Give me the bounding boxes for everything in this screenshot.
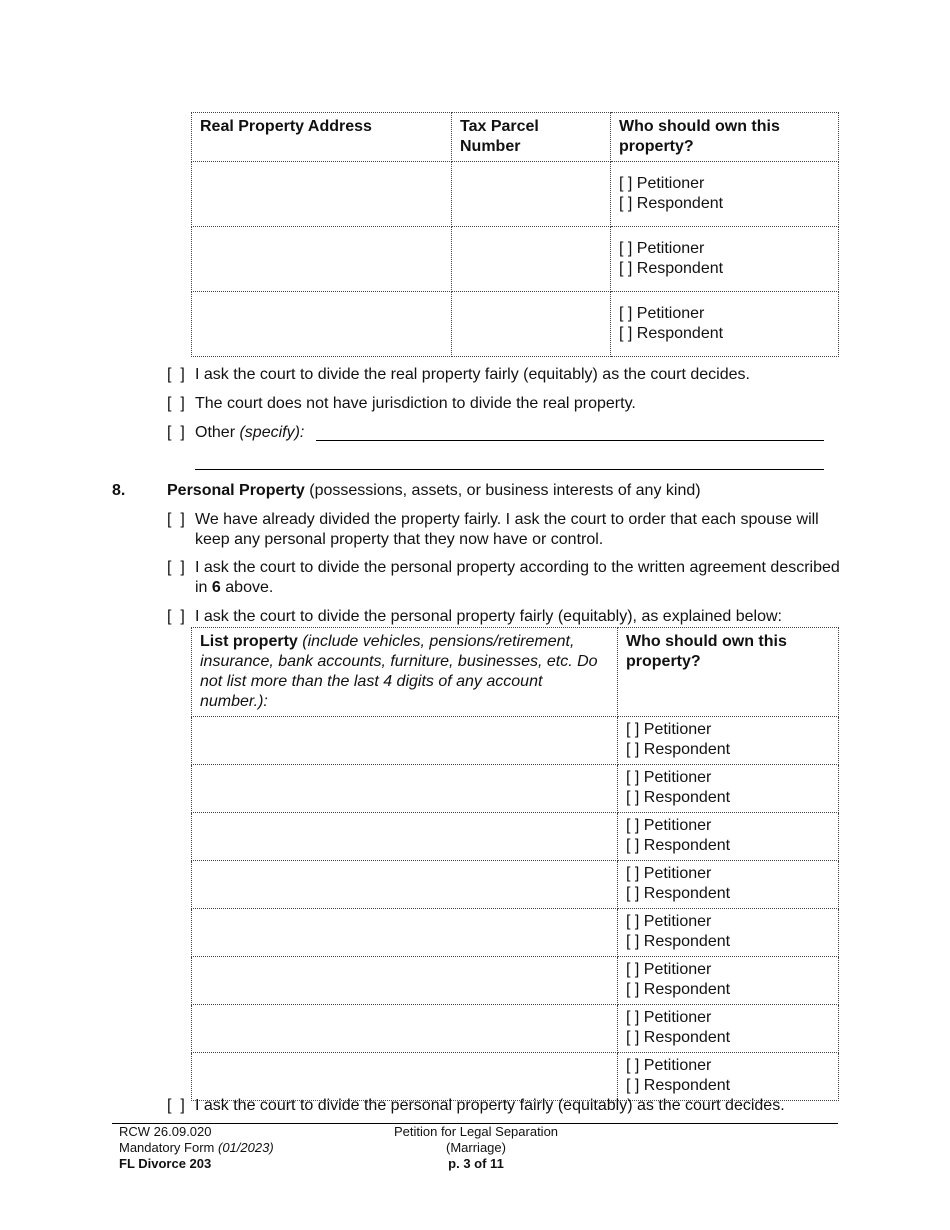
respondent-checkbox[interactable]: [ ] Respondent	[626, 1077, 731, 1094]
section-reference: 6	[211, 579, 221, 596]
option-text	[195, 558, 847, 598]
property-cell[interactable]	[192, 1005, 618, 1053]
real-property-address-cell[interactable]	[192, 162, 452, 227]
checkbox[interactable]: [ ]	[167, 559, 185, 576]
real-property-address-cell[interactable]	[192, 292, 452, 357]
checkbox[interactable]: [ ]	[167, 366, 185, 383]
checkbox[interactable]: [ ]	[167, 511, 185, 528]
option-text-part: above.	[225, 579, 274, 596]
owner-header: Who should own this property?	[611, 113, 839, 162]
respondent-checkbox[interactable]: [ ] Respondent	[626, 789, 731, 806]
other-option[interactable]	[167, 423, 304, 443]
option-text: The court does not have jurisdiction to divide the real property.	[195, 395, 636, 412]
footer-left	[119, 1124, 274, 1172]
respondent-checkbox[interactable]: [ ] Respondent	[619, 260, 724, 277]
footer-center	[376, 1124, 576, 1172]
option-text: I ask the court to divide the personal property fairly (equitably), as explained below:	[195, 608, 782, 625]
list-property-instructions: (include vehicles, pensions/retirement, insurance, bank accounts, furniture, businesses, etc. Do not list more than the last 4 digits of any account number.):	[200, 633, 598, 710]
other-label: Other	[195, 424, 236, 441]
property-cell[interactable]	[192, 861, 618, 909]
petitioner-checkbox[interactable]: [ ] Petitioner	[626, 1009, 712, 1026]
owner-cell	[618, 957, 839, 1005]
respondent-checkbox[interactable]: [ ] Respondent	[626, 837, 731, 854]
footer-mandatory-label: Mandatory Form	[119, 1140, 215, 1155]
checkbox[interactable]: [ ]	[167, 395, 185, 412]
written-agreement-option[interactable]	[167, 558, 847, 598]
real-property-address-cell[interactable]	[192, 227, 452, 292]
petitioner-checkbox[interactable]: [ ] Petitioner	[626, 913, 712, 930]
owner-cell	[618, 861, 839, 909]
no-jurisdiction-option[interactable]	[167, 394, 847, 414]
footer-title: Petition for Legal Separation	[393, 1124, 559, 1139]
other-specify-line-1[interactable]	[316, 440, 824, 441]
petitioner-checkbox[interactable]: [ ] Petitioner	[626, 769, 712, 786]
owner-cell	[618, 909, 839, 957]
respondent-checkbox[interactable]: [ ] Respondent	[619, 195, 724, 212]
footer-mandatory-date: (01/2023)	[218, 1140, 274, 1155]
option-text: We have already divided the property fairly. I ask the court to order that each spouse will keep any personal property that they now have or control.	[195, 511, 819, 548]
section-title: Personal Property	[167, 482, 305, 499]
checkbox[interactable]: [ ]	[167, 608, 185, 625]
petitioner-checkbox[interactable]: [ ] Petitioner	[626, 1057, 712, 1074]
property-cell[interactable]	[192, 909, 618, 957]
respondent-checkbox[interactable]: [ ] Respondent	[626, 933, 731, 950]
tax-parcel-cell[interactable]	[452, 227, 611, 292]
footer-subtitle: (Marriage)	[446, 1140, 506, 1155]
checkbox[interactable]: [ ]	[167, 424, 185, 441]
property-cell[interactable]	[192, 813, 618, 861]
option-text-part: I ask the court to divide the personal property according to the written agreement described in	[195, 559, 840, 596]
list-property-header	[192, 628, 618, 717]
divide-as-explained-option[interactable]	[167, 607, 847, 627]
owner-cell	[618, 1005, 839, 1053]
owner-cell	[611, 227, 839, 292]
respondent-checkbox[interactable]: [ ] Respondent	[626, 741, 731, 758]
option-text: I ask the court to divide the personal property fairly (equitably) as the court decides.	[195, 1097, 785, 1114]
checkbox[interactable]: [ ]	[167, 1097, 185, 1114]
real-property-address-header: Real Property Address	[192, 113, 452, 162]
real-property-table	[191, 112, 839, 357]
footer-rcw: RCW 26.09.020	[119, 1124, 212, 1139]
petitioner-checkbox[interactable]: [ ] Petitioner	[619, 240, 705, 257]
list-property-title: List property	[200, 633, 298, 650]
owner-cell	[611, 162, 839, 227]
petitioner-checkbox[interactable]: [ ] Petitioner	[626, 721, 712, 738]
specify-label: (specify):	[239, 424, 305, 441]
divide-real-property-option[interactable]	[167, 365, 847, 385]
tax-parcel-cell[interactable]	[452, 292, 611, 357]
tax-parcel-header: Tax Parcel Number	[452, 113, 611, 162]
respondent-checkbox[interactable]: [ ] Respondent	[619, 325, 724, 342]
divide-personal-property-option[interactable]	[167, 1096, 847, 1116]
section-number: 8.	[112, 482, 126, 499]
respondent-checkbox[interactable]: [ ] Respondent	[626, 885, 731, 902]
tax-parcel-cell[interactable]	[452, 162, 611, 227]
respondent-checkbox[interactable]: [ ] Respondent	[626, 1029, 731, 1046]
option-text: I ask the court to divide the real property fairly (equitably) as the court decides.	[195, 366, 750, 383]
petitioner-checkbox[interactable]: [ ] Petitioner	[626, 817, 712, 834]
footer-mandatory	[119, 1140, 274, 1156]
already-divided-option[interactable]	[167, 510, 847, 550]
property-cell[interactable]	[192, 765, 618, 813]
petitioner-checkbox[interactable]: [ ] Petitioner	[619, 175, 705, 192]
section-subtitle: (possessions, assets, or business interests of any kind)	[309, 482, 701, 499]
section-heading	[167, 481, 847, 501]
personal-property-table	[191, 627, 839, 1101]
petitioner-checkbox[interactable]: [ ] Petitioner	[626, 961, 712, 978]
other-specify-line-2[interactable]	[195, 469, 824, 470]
owner-cell	[618, 1053, 839, 1101]
footer-form-id: FL Divorce 203	[119, 1156, 212, 1171]
footer-page-number: p. 3 of 11	[448, 1156, 504, 1171]
owner-cell	[618, 717, 839, 765]
petitioner-checkbox[interactable]: [ ] Petitioner	[619, 305, 705, 322]
owner-cell	[618, 813, 839, 861]
respondent-checkbox[interactable]: [ ] Respondent	[626, 981, 731, 998]
property-cell[interactable]	[192, 957, 618, 1005]
owner-cell	[618, 765, 839, 813]
owner-cell	[611, 292, 839, 357]
property-cell[interactable]	[192, 717, 618, 765]
petitioner-checkbox[interactable]: [ ] Petitioner	[626, 865, 712, 882]
owner-header: Who should own this property?	[618, 628, 839, 717]
property-cell[interactable]	[192, 1053, 618, 1101]
